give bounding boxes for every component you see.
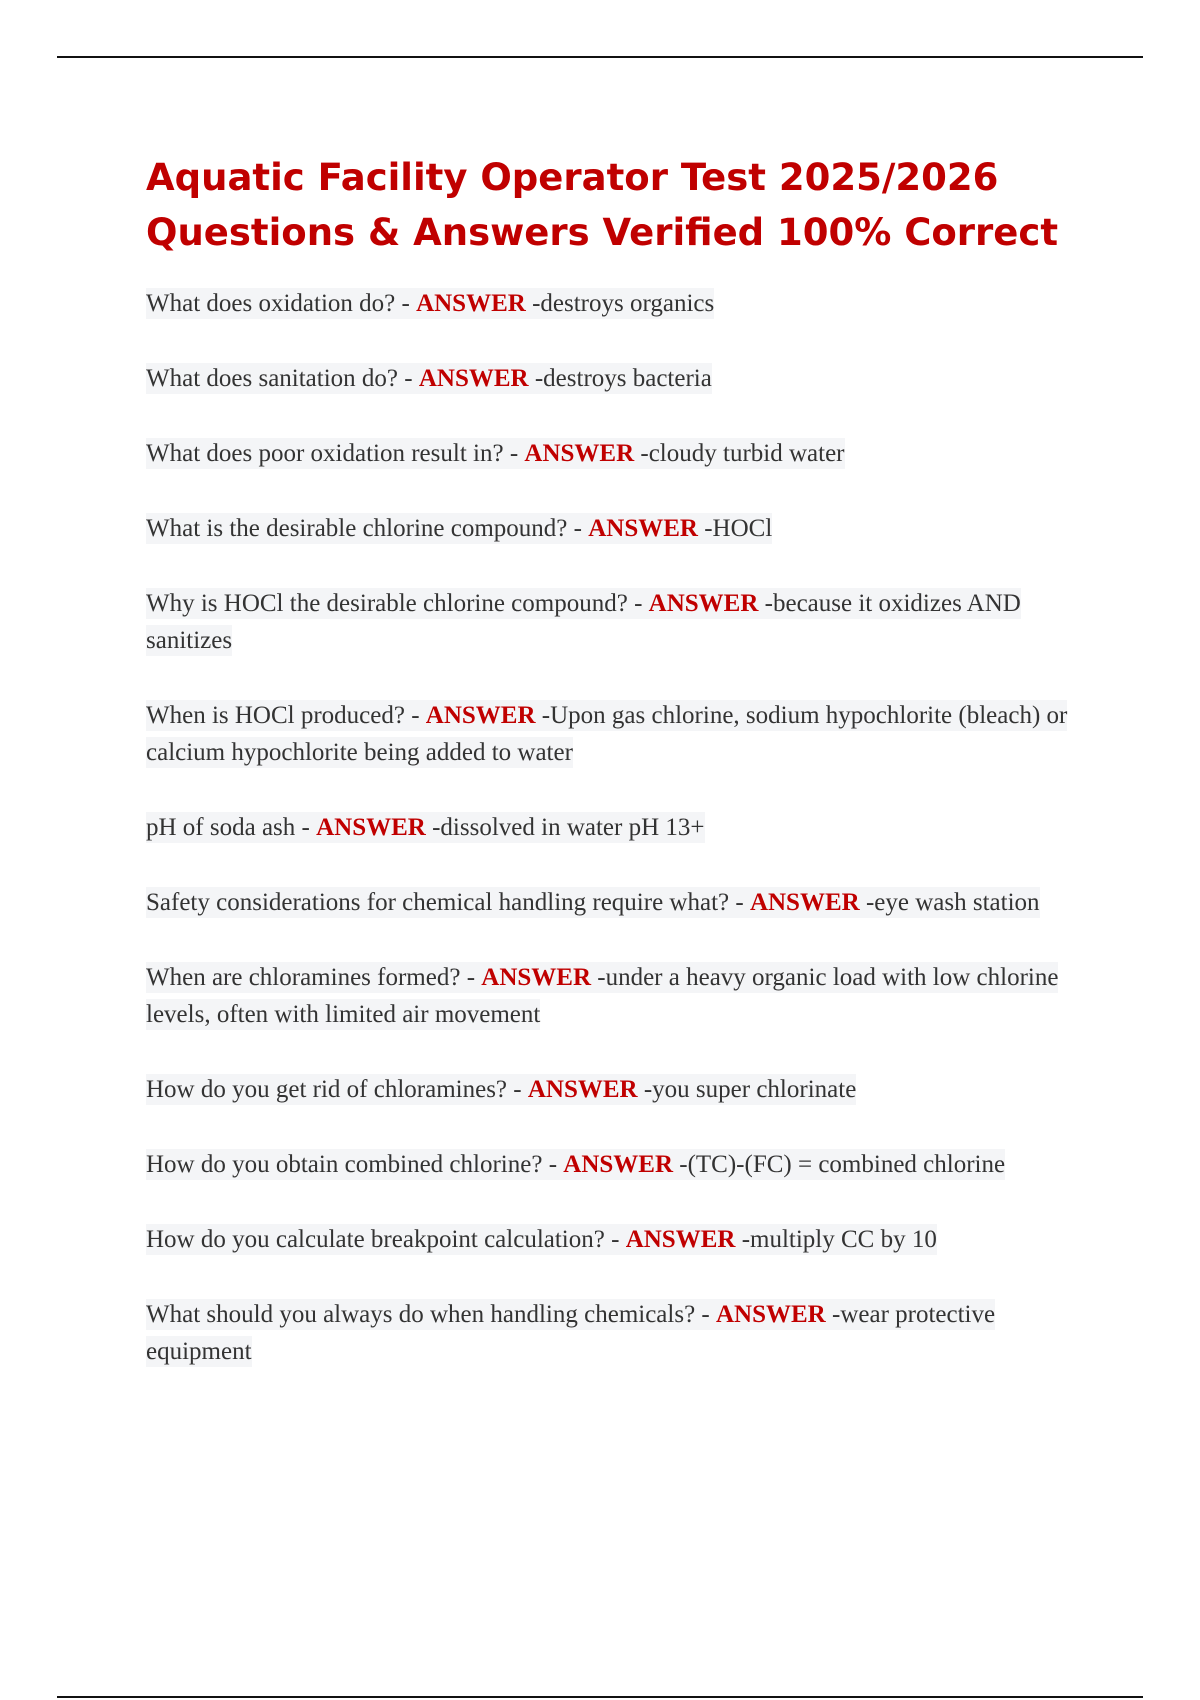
answer-label: ANSWER: [588, 515, 698, 542]
answer-label: ANSWER: [563, 1151, 674, 1178]
separator: -: [398, 365, 419, 392]
qa-text: [146, 513, 772, 544]
qa-item: [146, 510, 1086, 547]
qa-text: [146, 812, 705, 843]
separator: -: [503, 440, 525, 467]
qa-item: [146, 697, 1086, 771]
title-line-1: Aquatic Facility Operator Test 2025/2026: [146, 156, 999, 199]
answer-text: -you super chlorinate: [643, 1076, 857, 1103]
bottom-rule: [57, 1696, 1143, 1698]
answer-text: -because it oxidizes AND sanitizes: [146, 590, 1021, 654]
question-text: How do you calculate breakpoint calculation?: [146, 1226, 605, 1253]
qa-text: [146, 1074, 856, 1105]
answer-label: ANSWER: [527, 1076, 638, 1103]
qa-text: [146, 962, 1058, 1030]
answer-label: ANSWER: [749, 889, 860, 916]
answer-label: ANSWER: [648, 590, 759, 617]
answer-label: ANSWER: [716, 1301, 826, 1328]
qa-item: [146, 809, 1086, 846]
qa-text: [146, 1224, 937, 1255]
qa-item: [146, 1296, 1086, 1370]
separator: -: [460, 964, 482, 991]
answer-label: ANSWER: [425, 702, 536, 729]
qa-text: [146, 588, 1021, 656]
qa-text: [146, 288, 714, 319]
qa-text: [146, 887, 1040, 918]
separator: -: [567, 515, 589, 542]
question-text: How do you get rid of chloramines?: [146, 1076, 508, 1103]
qa-item: [146, 285, 1086, 322]
answer-label: ANSWER: [418, 365, 529, 392]
qa-item: [146, 884, 1086, 921]
answer-text: -multiply CC by 10: [741, 1226, 937, 1253]
title-line-2: Questions & Answers Verified 100% Correct: [146, 211, 1059, 254]
answer-text: -under a heavy organic load with low chlorine levels, often with limited air movement: [146, 964, 1059, 1028]
qa-item: [146, 1146, 1086, 1183]
answer-text: -Upon gas chlorine, sodium hypochlorite (bleach) or calcium hypochlorite being added to water: [146, 702, 1068, 766]
separator: -: [395, 290, 417, 317]
separator: -: [729, 889, 750, 916]
qa-text: [146, 700, 1067, 768]
answer-text: -dissolved in water pH 13+: [432, 814, 705, 841]
qa-text: [146, 363, 712, 394]
qa-text: [146, 438, 845, 469]
answer-label: ANSWER: [316, 814, 426, 841]
answer-text: -wear protective equipment: [146, 1301, 996, 1365]
question-text: Safety considerations for chemical handling require what?: [146, 889, 730, 916]
qa-text: [146, 1149, 1005, 1180]
answer-text: -HOCl: [704, 515, 773, 542]
answer-label: ANSWER: [481, 964, 592, 991]
qa-item: [146, 585, 1086, 659]
question-text: What should you always do when handling chemicals?: [146, 1301, 696, 1328]
separator: -: [604, 1226, 626, 1253]
qa-item: [146, 1221, 1086, 1258]
question-text: What does poor oxidation result in?: [146, 440, 504, 467]
question-text: What does sanitation do?: [146, 365, 399, 392]
separator: -: [295, 814, 317, 841]
qa-text: [146, 1299, 995, 1367]
qa-item: [146, 360, 1086, 397]
question-text: When are chloramines formed?: [146, 964, 461, 991]
question-text: What does oxidation do?: [146, 290, 396, 317]
qa-item: [146, 959, 1086, 1033]
top-rule: [57, 56, 1143, 58]
question-text: How do you obtain combined chlorine?: [146, 1151, 543, 1178]
qa-item: [146, 1071, 1086, 1108]
page-title: [146, 150, 1146, 260]
qa-list: [146, 285, 1086, 1408]
separator: -: [627, 590, 649, 617]
question-text: When is HOCl produced?: [146, 702, 405, 729]
answer-text: -eye wash station: [865, 889, 1040, 916]
question-text: What is the desirable chlorine compound?: [146, 515, 568, 542]
answer-text: -destroys organics: [532, 290, 715, 317]
answer-label: ANSWER: [416, 290, 526, 317]
question-text: pH of soda ash: [146, 814, 296, 841]
answer-text: -(TC)-(FC) = combined chlorine: [679, 1151, 1006, 1178]
separator: -: [404, 702, 426, 729]
answer-label: ANSWER: [524, 440, 635, 467]
separator: -: [542, 1151, 564, 1178]
qa-item: [146, 435, 1086, 472]
separator: -: [695, 1301, 716, 1328]
question-text: Why is HOCl the desirable chlorine compound?: [146, 590, 628, 617]
answer-label: ANSWER: [625, 1226, 736, 1253]
answer-text: -destroys bacteria: [534, 365, 712, 392]
answer-text: -cloudy turbid water: [640, 440, 845, 467]
separator: -: [507, 1076, 528, 1103]
